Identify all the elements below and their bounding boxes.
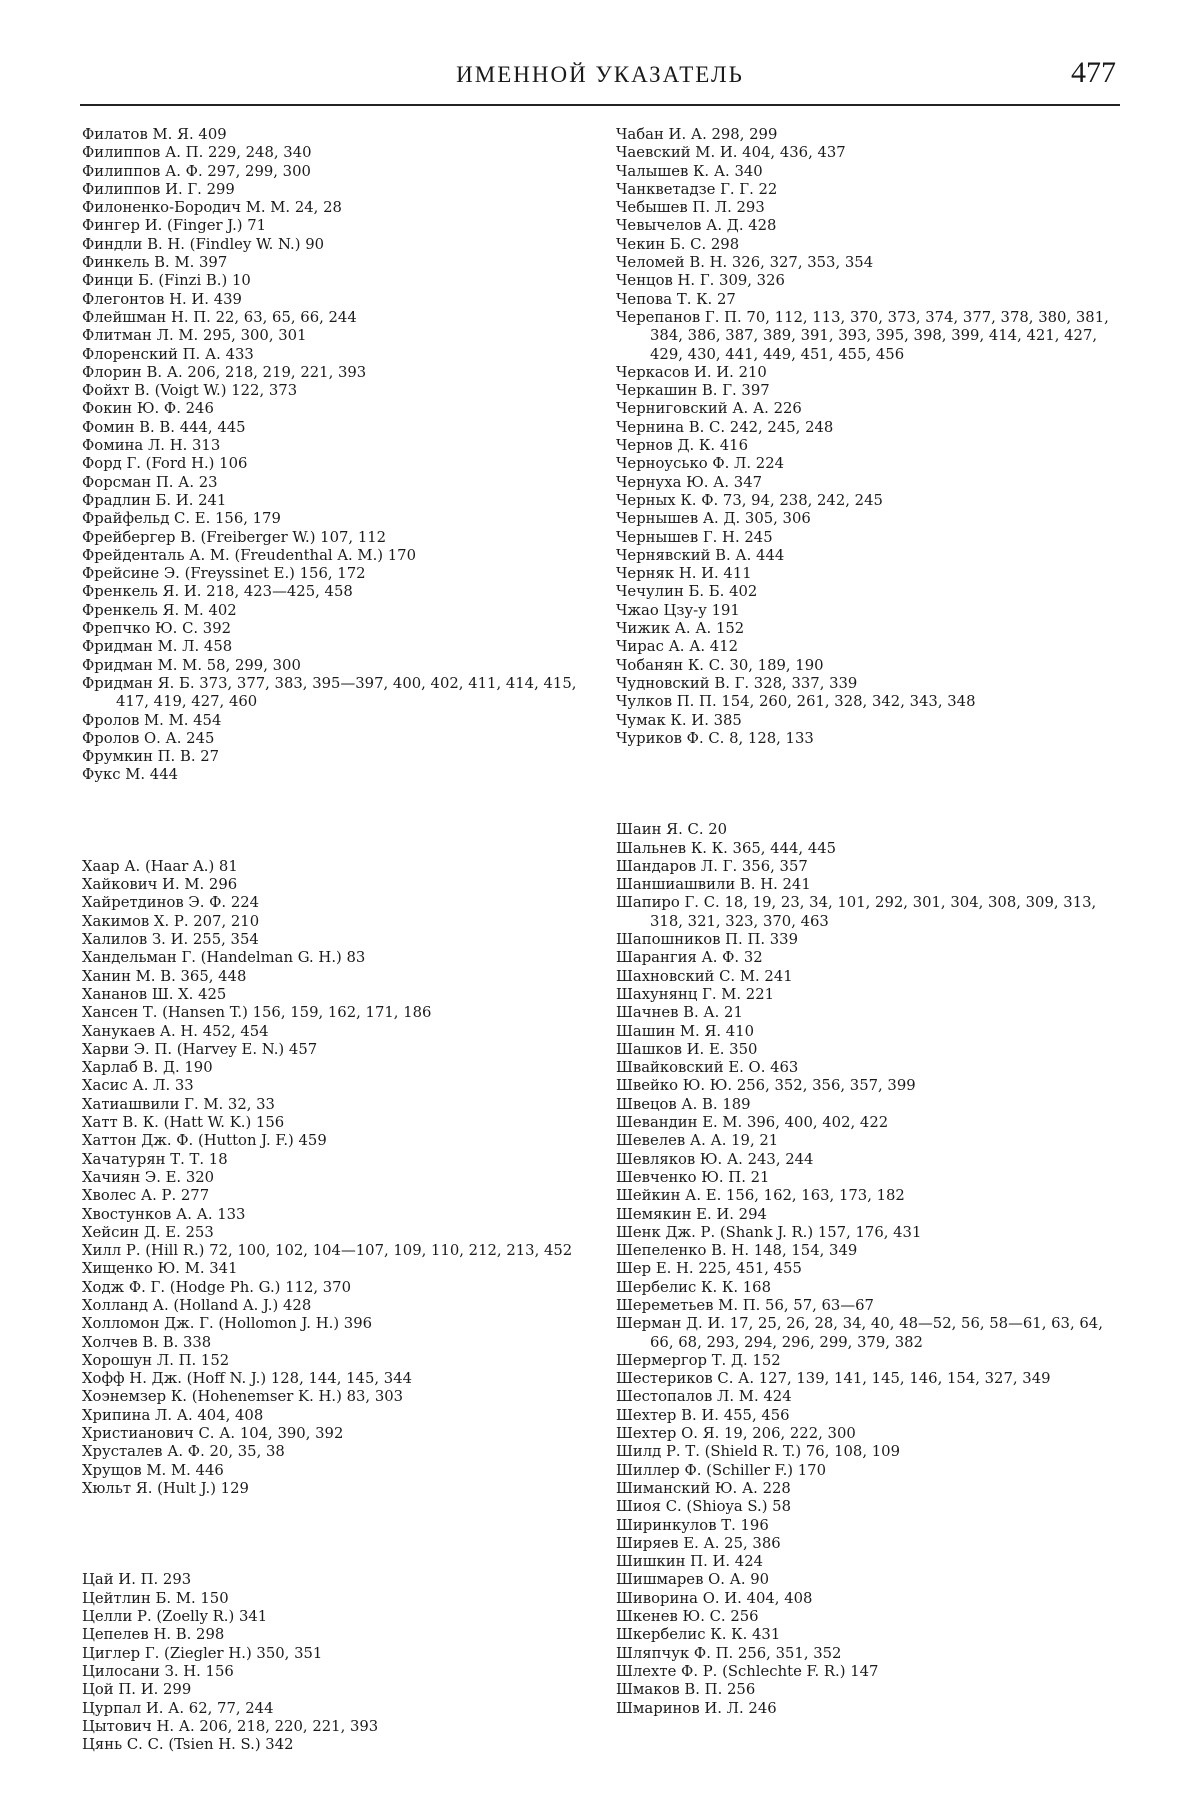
index-entry: Филиппов А. П. 229, 248, 340 (82, 144, 312, 162)
index-entry: Хатт В. К. (Hatt W. K.) 156 (82, 1114, 285, 1132)
index-entry: Фролов М. М. 454 (82, 711, 222, 729)
index-entry: Холломон Дж. Г. (Hollomon J. H.) 396 (82, 1315, 373, 1333)
index-entry: Шиллер Ф. (Schiller F.) 170 (616, 1461, 827, 1479)
index-entry: Шандаров Л. Г. 356, 357 (616, 857, 808, 875)
index-entry: Финци Б. (Finzi B.) 10 (82, 272, 251, 290)
index-entry: Черниговский А. А. 226 (616, 400, 802, 418)
index-entry: Шехтер В. И. 455, 456 (616, 1406, 790, 1424)
index-entry: Хасис А. Л. 33 (82, 1077, 194, 1095)
index-entry: Шарангия А. Ф. 32 (616, 949, 763, 967)
index-entry: Шерман Д. И. 17, 25, 26, 28, 34, 40, 48—52, 56, 58—61, 63, 64, 66, 68, 293, 294, 296, 299, 379, 382 (616, 1315, 1103, 1351)
index-entry: Чернышев Г. Н. 245 (616, 528, 773, 546)
index-entry: Френкель Я. М. 402 (82, 601, 237, 619)
index-entry: Цилосани З. Н. 156 (82, 1662, 234, 1680)
index-entry: Хюльт Я. (Hult J.) 129 (82, 1479, 249, 1497)
index-entry: Шашин М. Я. 410 (616, 1022, 755, 1040)
index-entry: Чернов Д. К. 416 (616, 437, 749, 455)
index-entry: Чанкветадзе Г. Г. 22 (616, 180, 778, 198)
index-entry: Фрейсине Э. (Freyssinet E.) 156, 172 (82, 565, 366, 583)
index-entry: Фингер И. (Finger J.) 71 (82, 217, 267, 235)
index-entry: Шачнев В. А. 21 (616, 1004, 743, 1022)
page-number: 477 (1071, 56, 1116, 89)
index-entry: Флорин В. А. 206, 218, 219, 221, 393 (82, 363, 367, 381)
index-entry: Шейкин А. Е. 156, 162, 163, 173, 182 (616, 1187, 905, 1205)
index-entry: Черкасов И. И. 210 (616, 363, 767, 381)
index-entry: Черняк Н. И. 411 (616, 565, 752, 583)
index-entry: Христианович С. А. 104, 390, 392 (82, 1425, 344, 1443)
index-entry: Шермергор Т. Д. 152 (616, 1351, 781, 1369)
index-entry: Чернышев А. Д. 305, 306 (616, 510, 811, 528)
index-entry: Фокин Ю. Ф. 246 (82, 400, 214, 418)
index-entry: Ходж Ф. Г. (Hodge Ph. G.) 112, 370 (82, 1278, 352, 1296)
index-entry: Шевелев А. А. 19, 21 (616, 1132, 779, 1150)
index-entry: Фридман М. М. 58, 299, 300 (82, 656, 301, 674)
index-entry: Хорошун Л. П. 152 (82, 1351, 230, 1369)
index-entry: Халилов З. И. 255, 354 (82, 931, 259, 949)
index-entry: Форсман П. А. 23 (82, 473, 218, 491)
index-entry: Ханин М. В. 365, 448 (82, 967, 247, 985)
index-entry: Хволес А. Р. 277 (82, 1187, 210, 1205)
index-entry: Чалышев К. А. 340 (616, 162, 763, 180)
index-entry: Хаар А. (Haar A.) 81 (82, 857, 238, 875)
index-entry: Цянь С. С. (Tsien H. S.) 342 (82, 1736, 294, 1754)
index-entry: Чернявский В. А. 444 (616, 546, 785, 564)
index-entry: Шер Е. Н. 225, 451, 455 (616, 1260, 802, 1278)
index-entry: Чекин Б. С. 298 (616, 235, 740, 253)
index-entry: Шереметьев М. П. 56, 57, 63—67 (616, 1297, 874, 1314)
index-entry: Шляпчук Ф. П. 256, 351, 352 (616, 1644, 842, 1662)
index-entry: Флоренский П. А. 433 (82, 345, 254, 363)
index-entry: Черкашин В. Г. 397 (616, 382, 770, 400)
index-entry: Шахунянц Г. М. 221 (616, 985, 775, 1003)
index-entry: Хансен Т. (Hansen T.) 156, 159, 162, 171, 186 (82, 1004, 432, 1022)
index-entry: Ширинкулов Т. 196 (616, 1516, 769, 1534)
index-entry: Фрумкин П. В. 27 (82, 748, 220, 766)
index-entry: Шишмарев О. А. 90 (616, 1571, 770, 1589)
index-entry: Фомин В. В. 444, 445 (82, 418, 246, 436)
section-gap (616, 785, 1116, 822)
index-entry: Шлехте Ф. Р. (Schlechte F. R.) 147 (616, 1662, 879, 1680)
index-entry: Шиоя С. (Shioya S.) 58 (616, 1498, 792, 1516)
index-entry: Шкербелис К. К. 431 (616, 1626, 781, 1644)
index-entry: Фукс М. 444 (82, 766, 179, 784)
index-entry: Шкенев Ю. С. 256 (616, 1608, 759, 1626)
section-gap (82, 1535, 582, 1572)
index-entry: Шербелис К. К. 168 (616, 1278, 771, 1296)
index-entry: Чечулин Б. Б. 402 (616, 583, 758, 601)
index-entry: Чирас А. А. 412 (616, 638, 739, 656)
index-entry: Хищенко Ю. М. 341 (82, 1260, 238, 1278)
index-entry: Чобанян К. С. 30, 189, 190 (616, 656, 824, 674)
index-entry: Ширяев Е. А. 25, 386 (616, 1534, 781, 1552)
index-entry: Черепанов Г. П. 70, 112, 113, 370, 373, 374, 377, 378, 380, 381, 384, 386, 387, 389, 391, 393, 395, 398, 399, 414, 421, 427, 429, 430, 441, 449, 451, 455, 456 (616, 308, 1109, 363)
index-entry: Шестериков С. А. 127, 139, 141, 145, 146, 154, 327, 349 (616, 1370, 1051, 1388)
index-entry: Хейсин Д. Е. 253 (82, 1223, 214, 1241)
index-entry: Шенк Дж. Р. (Shank J. R.) 157, 176, 431 (616, 1223, 922, 1241)
index-entry: Шахновский С. М. 241 (616, 967, 793, 985)
index-entry: Цой П. И. 299 (82, 1681, 192, 1699)
index-entry: Шмаринов И. Л. 246 (616, 1699, 777, 1717)
index-entry: Чуриков Ф. С. 8, 128, 133 (616, 729, 814, 747)
index-entry: Чабан И. А. 298, 299 (616, 126, 778, 143)
index-entry: Фридман М. Л. 458 (82, 638, 233, 656)
index-entry: Фридман Я. Б. 373, 377, 383, 395—397, 400, 402, 411, 414, 415, 417, 419, 427, 460 (82, 674, 577, 711)
header-divider (80, 104, 1120, 106)
index-entry: Цай И. П. 293 (82, 1571, 192, 1589)
index-entry: Фрайфельд С. Е. 156, 179 (82, 510, 281, 528)
index-entry: Фрадлин Б. И. 241 (82, 491, 227, 509)
index-entry: Шаншиашвили В. Н. 241 (616, 876, 811, 894)
index-entry: Флейшман Н. П. 22, 63, 65, 66, 244 (82, 308, 357, 326)
section-gap (82, 1498, 582, 1535)
index-entry: Шишкин П. И. 424 (616, 1553, 764, 1571)
index-entry: Холчев В. В. 338 (82, 1333, 212, 1351)
index-entry: Ченцов Н. Г. 309, 326 (616, 272, 785, 290)
index-entry: Швейко Ю. Ю. 256, 352, 356, 357, 399 (616, 1077, 916, 1095)
index-entry: Френкель Я. И. 218, 423—425, 458 (82, 583, 353, 601)
index-entry: Шиворина О. И. 404, 408 (616, 1589, 813, 1607)
index-entry: Чулков П. П. 154, 260, 261, 328, 342, 343, 348 (616, 693, 976, 711)
index-entry: Шевляков Ю. А. 243, 244 (616, 1150, 814, 1168)
index-entry: Чаевский М. И. 404, 436, 437 (616, 144, 846, 162)
index-entry: Черных К. Ф. 73, 94, 238, 242, 245 (616, 491, 883, 509)
index-entry: Фрейденталь А. М. (Freudenthal A. M.) 170 (82, 546, 416, 564)
index-entry: Филиппов И. Г. 299 (82, 180, 235, 198)
running-title: ИМЕННОЙ УКАЗАТЕЛЬ (456, 62, 744, 87)
index-entry: Флитман Л. М. 295, 300, 301 (82, 327, 307, 345)
index-entry: Хрущов М. М. 446 (82, 1461, 224, 1479)
index-entry: Хакимов Х. Р. 207, 210 (82, 912, 260, 930)
index-entry: Хвостунков А. А. 133 (82, 1205, 246, 1223)
index-entry: Шепеленко В. Н. 148, 154, 349 (616, 1242, 858, 1260)
index-entry: Харви Э. П. (Harvey E. N.) 457 (82, 1040, 318, 1058)
index-entry: Швецов А. В. 189 (616, 1095, 751, 1113)
section-gap (82, 821, 582, 858)
index-entry: Хайретдинов Э. Ф. 224 (82, 894, 260, 912)
index-entry: Шаин Я. С. 20 (616, 821, 728, 839)
index-entry: Шапошников П. П. 339 (616, 931, 799, 949)
index-entry: Чернина В. С. 242, 245, 248 (616, 418, 834, 436)
index-entry: Чевычелов А. Д. 428 (616, 217, 777, 235)
section-gap (82, 785, 582, 822)
index-entry: Шевченко Ю. П. 21 (616, 1168, 770, 1186)
index-entry: Филиппов А. Ф. 297, 299, 300 (82, 162, 311, 180)
index-entry: Шашков И. Е. 350 (616, 1040, 758, 1058)
index-entry: Чепова Т. К. 27 (616, 290, 736, 308)
index-entry: Хачиян Э. Е. 320 (82, 1168, 215, 1186)
index-entry: Шилд Р. Т. (Shield R. T.) 76, 108, 109 (616, 1443, 900, 1461)
index-entry: Чернуха Ю. А. 347 (616, 473, 763, 491)
index-entry: Чебышев П. Л. 293 (616, 199, 765, 217)
index-entry: Финкель В. М. 397 (82, 254, 228, 272)
index-entry: Швайковский Е. О. 463 (616, 1059, 799, 1077)
index-entry: Фролов О. А. 245 (82, 729, 215, 747)
index-entry: Хилл Р. (Hill R.) 72, 100, 102, 104—107, 109, 110, 212, 213, 452 (82, 1242, 573, 1260)
index-column-left (82, 126, 582, 1754)
index-entry: Шальнев К. К. 365, 444, 445 (616, 839, 837, 857)
index-entry: Цейтлин Б. М. 150 (82, 1589, 229, 1607)
index-entry: Хайкович И. М. 296 (82, 876, 238, 894)
index-entry: Ханукаев А. Н. 452, 454 (82, 1022, 269, 1040)
index-entry: Харлаб В. Д. 190 (82, 1059, 213, 1077)
index-entry: Циглер Г. (Ziegler H.) 350, 351 (82, 1644, 323, 1662)
index-entry: Чжао Цзу-у 191 (616, 601, 740, 619)
index-entry: Чудновский В. Г. 328, 337, 339 (616, 674, 858, 692)
index-entry: Челомей В. Н. 326, 327, 353, 354 (616, 254, 874, 272)
index-entry: Хаттон Дж. Ф. (Hutton J. F.) 459 (82, 1132, 327, 1150)
index-entry: Шевандин Е. М. 396, 400, 402, 422 (616, 1114, 889, 1132)
index-entry: Шапиро Г. С. 18, 19, 23, 34, 101, 292, 301, 304, 308, 309, 313, 318, 321, 323, 370, 463 (616, 894, 1097, 930)
index-entry: Хоэнемзер К. (Hohenemser K. H.) 83, 303 (82, 1388, 404, 1406)
index-entry: Чумак К. И. 385 (616, 711, 742, 729)
index-entry: Хрипина Л. А. 404, 408 (82, 1406, 264, 1424)
index-entry: Хананов Ш. Х. 425 (82, 985, 227, 1003)
index-entry: Шиманский Ю. А. 228 (616, 1479, 791, 1497)
index-entry: Цытович Н. А. 206, 218, 220, 221, 393 (82, 1717, 379, 1735)
index-entry: Шестопалов Л. М. 424 (616, 1388, 792, 1406)
index-entry: Шемякин Е. И. 294 (616, 1205, 767, 1223)
index-entry: Шехтер О. Я. 19, 206, 222, 300 (616, 1425, 856, 1443)
index-column-right (616, 126, 1116, 1718)
index-entry: Фрейбергер В. (Freiberger W.) 107, 112 (82, 528, 387, 546)
index-entry: Форд Г. (Ford H.) 106 (82, 455, 248, 473)
index-entry: Фрепчко Ю. С. 392 (82, 620, 232, 638)
index-entry: Черноусько Ф. Л. 224 (616, 455, 785, 473)
index-entry: Филатов М. Я. 409 (82, 126, 227, 143)
index-entry: Цурпал И. А. 62, 77, 244 (82, 1699, 274, 1717)
index-entry: Холланд А. (Holland A. J.) 428 (82, 1297, 312, 1314)
index-entry: Хофф Н. Дж. (Hoff N. J.) 128, 144, 145, 344 (82, 1370, 413, 1388)
index-entry: Фойхт В. (Voigt W.) 122, 373 (82, 382, 298, 400)
index-entry: Целли Р. (Zoelly R.) 341 (82, 1608, 268, 1626)
index-entry: Хрусталев А. Ф. 20, 35, 38 (82, 1443, 285, 1461)
index-entry: Финдли В. Н. (Findley W. N.) 90 (82, 235, 325, 253)
index-entry: Фомина Л. Н. 313 (82, 437, 221, 455)
index-entry: Хачатурян Т. Т. 18 (82, 1150, 228, 1168)
index-entry: Цепелев Н. В. 298 (82, 1626, 225, 1644)
index-entry: Хандельман Г. (Handelman G. H.) 83 (82, 949, 366, 967)
index-entry: Хатиашвили Г. М. 32, 33 (82, 1095, 275, 1113)
index-entry: Чижик А. А. 152 (616, 620, 745, 638)
index-entry: Флегонтов Н. И. 439 (82, 290, 242, 308)
index-entry: Шмаков В. П. 256 (616, 1681, 756, 1699)
section-gap (616, 748, 1116, 785)
index-entry: Филоненко-Бородич М. М. 24, 28 (82, 199, 342, 217)
